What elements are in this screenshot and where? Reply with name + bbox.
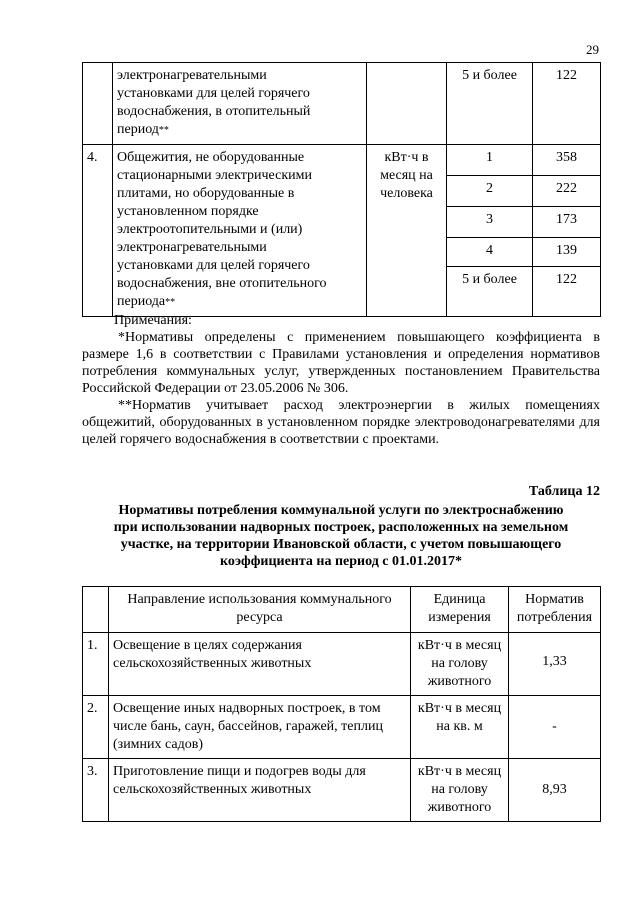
table-label: Таблица 12 [528,484,600,499]
norm-cell: 139 [533,238,601,267]
description-cell: Общежития, не оборудованные стационарными электрическими плитами, но оборудованные в установленном порядке электроотопительными и (или) электронагревательными установками для целей горячего водоснабжения, вне отопительного периода** [113,145,367,317]
norm-cell: 358 [533,145,601,176]
row-number-cell: 1. [83,633,109,696]
notes-heading: Примечания: [114,313,192,328]
header-unit: Единица измерения [411,587,509,633]
header-number-cell [83,587,109,633]
residents-cell: 4 [447,238,533,267]
description-cell: Освещение в целях содержания сельскохозяйственных животных [109,633,411,696]
table-row [83,696,601,759]
description-cell: Освещение иных надворных построек, в том числе бань, саун, бассейнов, гаражей, теплиц (зимних садов) [109,696,411,759]
norm-cell: 8,93 [509,759,601,822]
row-number-cell: 4. [83,145,113,317]
table-row [83,63,601,145]
residents-cell: 2 [447,176,533,207]
unit-cell: кВт·ч в месяц на кв. м [411,696,509,759]
table-row [83,145,601,176]
header-norm: Норматив потребления [509,587,601,633]
description-cell: Приготовление пищи и подогрев воды для сельскохозяйственных животных [109,759,411,822]
norm-cell: 222 [533,176,601,207]
note-1: *Нормативы определены с применением повышающего коэффициента в размере 1,6 в соответствии с Правилами установления и определения нормативов потребления коммунальных услуг, утвержденных постановлением Правительства Российской Федерации от 23.05.2006 № 306. [82,330,600,396]
row-number-cell [83,63,113,145]
unit-cell: кВт·ч в месяц на человека [367,145,447,317]
table-row [83,633,601,696]
table-title: Нормативы потребления коммунальной услуги по электроснабжению при использовании надворных построек, расположенных на земельном участке, на территории Ивановской области, с учетом повышающего коэффициента на период с 01.01.2017* [113,503,569,569]
table-row [83,759,601,822]
row-number-cell: 2. [83,696,109,759]
outbuildings-table [82,586,601,822]
norm-cell: 173 [533,207,601,238]
norm-cell: - [509,696,601,759]
unit-cell: кВт·ч в месяц на голову животного [411,759,509,822]
row-number-cell: 3. [83,759,109,822]
residents-cell: 5 и более [447,267,533,317]
unit-cell [367,63,447,145]
page-number: 29 [586,42,599,57]
note-2: **Норматив учитывает расход электроэнергии в жилых помещениях общежитий, оборудованных в установленном порядке электроводонагревателями для целей горячего водоснабжения в соответствии с проектами. [82,398,600,447]
table-header-row [83,587,601,633]
residents-cell: 1 [447,145,533,176]
norm-cell: 122 [533,267,601,317]
norm-cell: 122 [533,63,601,145]
norm-cell: 1,33 [509,633,601,696]
description-cell: электронагревательными установками для целей горячего водоснабжения, в отопительный период** [113,63,367,145]
residents-cell: 5 и более [447,63,533,145]
unit-cell: кВт·ч в месяц на голову животного [411,633,509,696]
header-direction: Направление использования коммунального ресурса [109,587,411,633]
notes-section [82,312,600,448]
residents-cell: 3 [447,207,533,238]
consumption-table-continued [82,62,601,317]
